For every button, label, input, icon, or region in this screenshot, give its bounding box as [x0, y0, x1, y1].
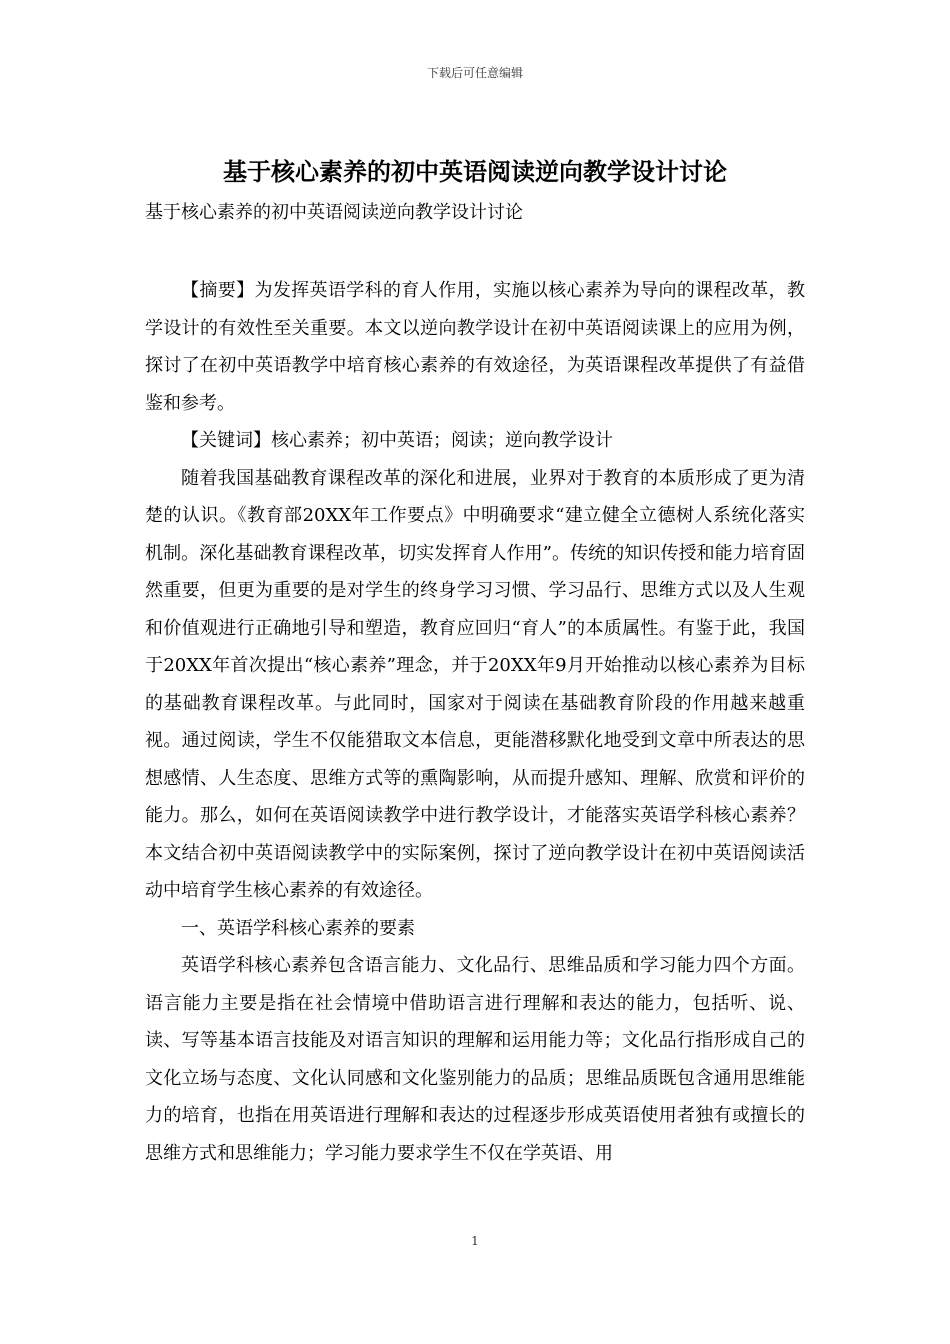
- document-subtitle: 基于核心素养的初中英语阅读逆向教学设计讨论: [145, 202, 523, 223]
- page-header-note: 下载后可任意编辑: [426, 66, 523, 80]
- introduction-paragraph: 随着我国基础教育课程改革的深化和进展，业界对于教育的本质形成了更为清楚的认识。《教育部20XX年工作要点》中明确要求“建立健全立德树人系统化落实机制。深化基础教育课程改革，切实发挥育人作用”。传统的知识传授和能力培育固然重要，但更为重要的是对学生的终身学习习惯、学习品行、思维方式以及人生观和价值观进行正确地引导和塑造，教育应回归“育人”的本质属性。有鉴于此，我国于20XX年首次提出“核心素养”理念，并于20XX年9月开始推动以核心素养为目标的基础教育课程改革。与此同时，国家对于阅读在基础教育阶段的作用越来越重视。通过阅读，学生不仅能猎取文本信息，更能潜移默化地受到文章中所表达的思想感情、人生态度、思维方式等的熏陶影响，从而提升感知、理解、欣赏和评价的能力。那么，如何在英语阅读教学中进行教学设计，才能落实英语学科核心素养？本文结合初中英语阅读教学中的实际案例，探讨了逆向教学设计在初中英语阅读活动中培育学生核心素养的有效途径。: [145, 467, 805, 901]
- section-paragraph: 英语学科核心素养包含语言能力、文化品行、思维品质和学习能力四个方面。语言能力主要是指在社会情境中借助语言进行理解和表达的能力，包括听、说、读、写等基本语言技能及对语言知识的理解和运用能力等；文化品行指形成自己的文化立场与态度、文化认同感和文化鉴别能力的品质；思维品质既包含通用思维能力的培育，也指在用英语进行理解和表达的过程逐步形成英语使用者独有或擅长的思维方式和思维能力；学习能力要求学生不仅在学英语、用: [145, 955, 805, 1164]
- document-body: [145, 272, 805, 1172]
- document-title: 基于核心素养的初中英语阅读逆向教学设计讨论: [223, 157, 727, 186]
- keywords-paragraph: 【关键词】核心素养；初中英语；阅读；逆向教学设计: [181, 430, 613, 451]
- page-number: 1: [471, 1234, 479, 1248]
- abstract-paragraph: 【摘要】为发挥英语学科的育人作用，实施以核心素养为导向的课程改革，教学设计的有效性至关重要。本文以逆向教学设计在初中英语阅读课上的应用为例，探讨了在初中英语教学中培育核心素养的有效途径，为英语课程改革提供了有益借鉴和参考。: [145, 280, 805, 414]
- section-heading: 一、英语学科核心素养的要素: [181, 917, 415, 939]
